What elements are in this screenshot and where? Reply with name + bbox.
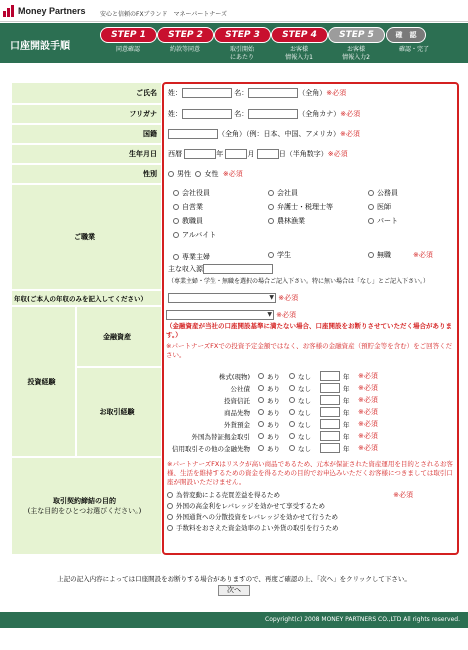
step-badge: STEP 1	[100, 27, 157, 43]
occupation-option[interactable]: 医師	[368, 202, 391, 212]
nav-title: 口座開設手順	[10, 41, 70, 52]
occupation-option[interactable]: 農林漁業	[268, 216, 305, 226]
tagline: 安心と信頼のFXブランド マネーパートナーズ	[100, 11, 227, 18]
step-label: 確認・完了	[398, 46, 429, 53]
occupation-option[interactable]: 会社員	[268, 188, 298, 198]
gender-label: 性別	[11, 164, 162, 184]
history-row: 外国為替証拠金取引 あり なし 年 ※必須	[191, 432, 378, 441]
occupation-option[interactable]: 教職員	[173, 216, 203, 226]
occupation-option[interactable]: 自営業	[173, 202, 203, 212]
logo-text: Money Partners	[18, 6, 86, 16]
occupation-option[interactable]: パート	[368, 216, 398, 226]
purpose-option[interactable]: 外国通貨への分散投資をレバレッジを効かせて行うため	[167, 511, 453, 522]
occupation-option[interactable]: アルバイト	[173, 230, 216, 240]
purpose-option[interactable]: 為替変動による売買差益を得るため ※必須	[167, 489, 453, 500]
annual-income-label: 年収(ご本人の年収のみを記入してください）	[11, 290, 162, 306]
step-badge: STEP 3	[214, 27, 271, 43]
history-row: 投資信託 あり なし 年 ※必須	[224, 396, 378, 405]
occupation-label: ご職業	[11, 184, 162, 290]
history-row: 株式(現物) あり なし 年 ※必須	[218, 372, 378, 381]
history-label: お取引経験	[76, 367, 162, 457]
step-label: 約款等同意	[169, 46, 200, 53]
purpose-option[interactable]: 手数料をおさえた資金効率のよい外貨の取引を行うため	[167, 522, 453, 533]
step-badge: STEP 5	[328, 27, 385, 43]
history-row: 外貨預金 あり なし 年 ※必須	[224, 420, 378, 429]
logo-icon	[3, 5, 15, 17]
occupation-option[interactable]: 学生	[268, 250, 291, 260]
required-section-outline	[162, 82, 459, 555]
step-label: お客様 情報入力2	[342, 46, 370, 61]
step-badge: 確 認	[386, 27, 426, 43]
step-label: 同意確認	[115, 46, 140, 53]
occupation-option[interactable]: 専業主婦	[173, 252, 210, 262]
history-row: 商品先物 あり なし 年 ※必須	[224, 408, 378, 417]
occupation-option[interactable]: 会社役員	[173, 188, 210, 198]
step-label: お客様 情報入力1	[285, 46, 313, 61]
experience-label: 投資経験	[11, 306, 76, 457]
next-button[interactable]: 次へ	[218, 585, 250, 596]
account-form: ご氏名 姓： 名： （全角） ※必須 フリガナ 姓： 名： （全角カナ） ※必須 国籍 （全角）（例：日本、中国、アメリカ） ※必須 生年月日 西暦 年 月 日 （半角数字） ※必須 性別 男性 女性 ※必須 ご職業 会社役員 会社員 公務員 自営業 弁護士・税理士等 医師 教職員 農林漁業 パート アルバイト 専業主婦 学生 無職 ※必須 主な収入源 （専業主婦・学生・無職を選択の場合ご記入下さい。特に無い場合は「なし」とご記入下さい。） 年収(ご本人の年収のみを記入してください） ▼ ※必須 投資経験 金融資産 ▼ ※必須 （金融資産が当社の口座開設基準に満たない場合、口座開設をお断りさせていただく場合があります。） ※パートナーズFXでの投資予定金額ではなく、お客様の金融資産（預貯金等を含む）をご回答ください。 お取引経験 株式(現物) あり なし 年 ※必須 公社債 あり なし 年 ※必須 投資信託 あり なし 年 ※必須 商品先物 あり なし 年 ※必須 外貨預金 あり なし 年 ※必須 外国為替証拠金取引 あり なし 年 ※必須 信用取引その他の金融先物 あり なし 年 ※必須 取引契約締結の目的 (主な目的をひとつお選びください。) ※パートナーズFXはリスクが高い商品であるため、元本が保証された資産運用を目的とされるお客様、生活を維持するための資金を得るための目的でお申込みいただくお客様につきましては取引口座が開設いただけません。 為替変動による売買差益を得るため ※必須 外国の高金利をレバレッジを効かせて享受するため 外国通貨への分散投資をレバレッジを効かせて行うため 手数料をおさえた資金効率のよい外貨の取引を行うため	[11, 82, 459, 555]
site-header	[0, 0, 468, 22]
history-row: 公社債 あり なし 年 ※必須	[230, 384, 378, 393]
notice-text: 上記の記入内容によっては口座開設をお断りする場合がありますので、再度ご確認の上、「次へ」をクリックして下さい。	[57, 575, 411, 583]
assets-label: 金融資産	[76, 306, 162, 367]
purpose-option[interactable]: 外国の高金利をレバレッジを効かせて享受するため	[167, 500, 453, 511]
furigana-label: フリガナ	[11, 104, 162, 124]
history-row: 信用取引その他の金融先物 あり なし 年 ※必須	[172, 444, 378, 453]
birthdate-label: 生年月日	[11, 144, 162, 164]
step-badge: STEP 2	[157, 27, 214, 43]
occupation-option[interactable]: 無職	[368, 250, 391, 260]
purpose-label: 取引契約締結の目的 (主な目的をひとつお選びください。)	[11, 457, 162, 555]
purpose-warning: ※パートナーズFXはリスクが高い商品であるため、元本が保証された資産運用を目的とされるお客様、生活を維持するための資金を得るための目的でお申込みいただくお客様につきましては取引口座が開設いただけません。	[167, 460, 453, 486]
nationality-label: 国籍	[11, 124, 162, 144]
assets-note: ※パートナーズFXでの投資予定金額ではなく、お客様の金融資産（預貯金等を含む）をご回答ください。	[166, 342, 453, 359]
occupation-option[interactable]: 弁護士・税理士等	[268, 202, 333, 212]
assets-warning: （金融資産が当社の口座開設基準に満たない場合、口座開設をお断りさせていただく場合があります。）	[166, 322, 452, 339]
footer: Copyright(c) 2008 MONEY PARTNERS CO.,LTD All rights reserved.	[0, 612, 468, 628]
occupation-required: ※必須	[413, 251, 433, 259]
occupation-option[interactable]: 公務員	[368, 188, 398, 198]
step-label: 取引開始 にあたり	[229, 46, 254, 61]
step-badge: STEP 4	[271, 27, 328, 43]
step-nav	[0, 23, 468, 63]
name-label: ご氏名	[11, 82, 162, 104]
